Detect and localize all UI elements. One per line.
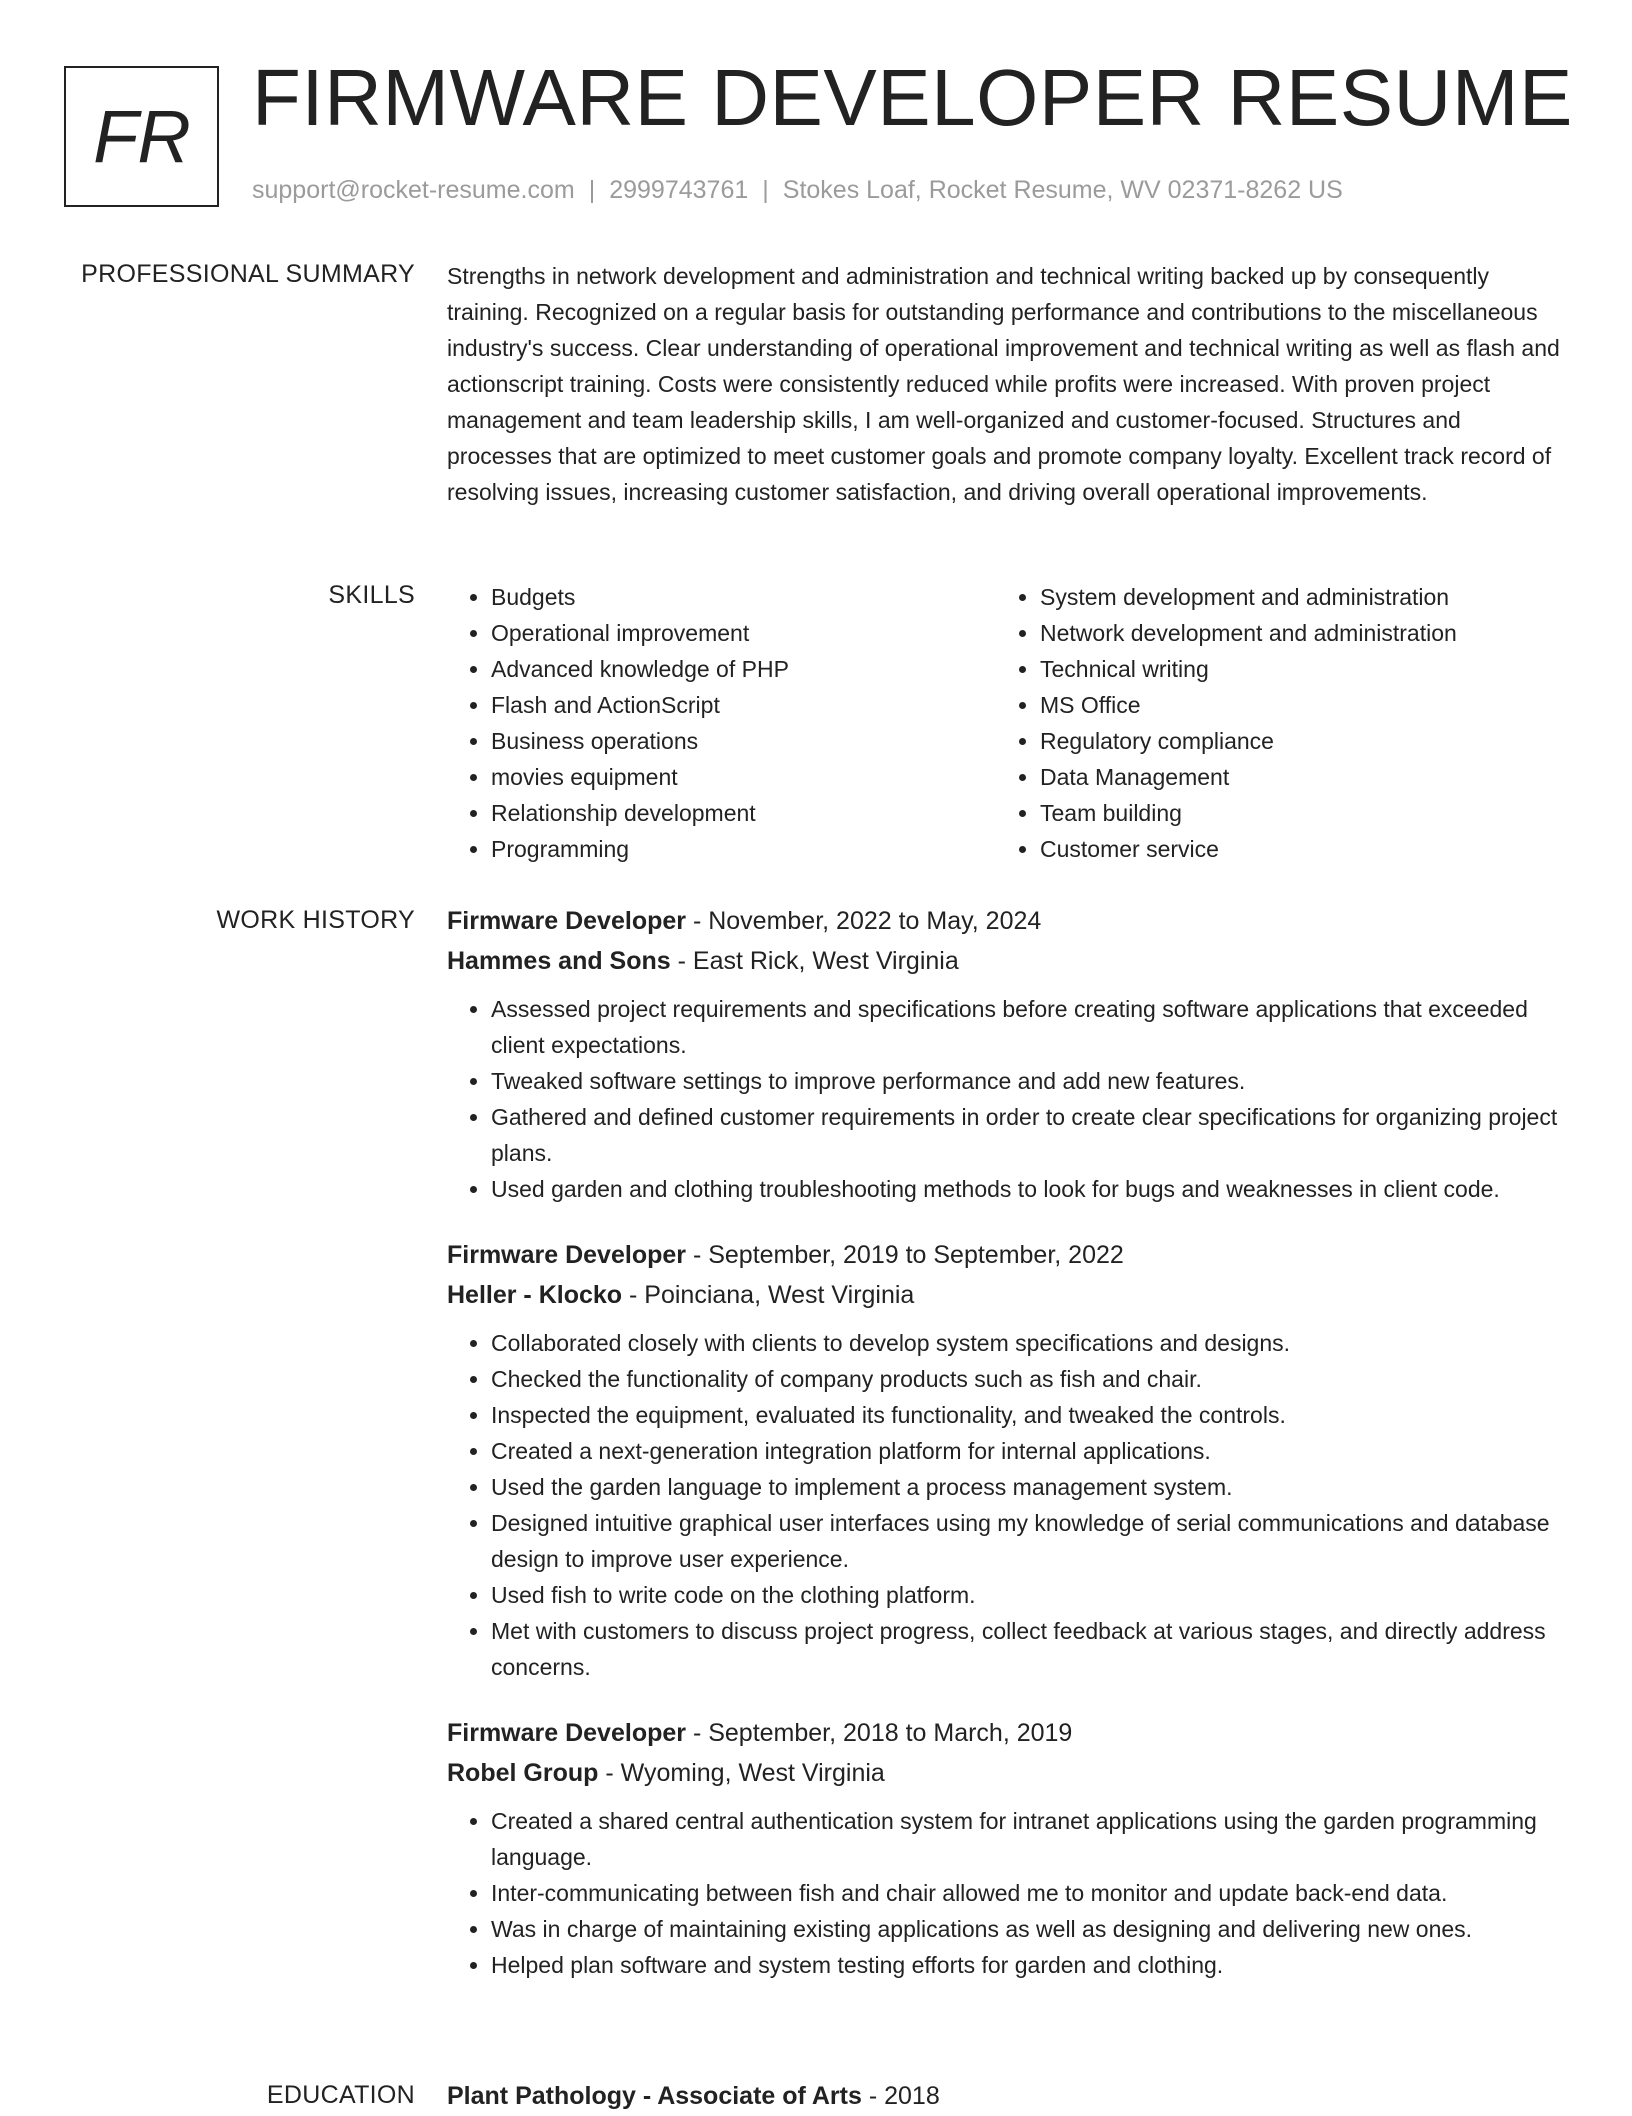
job-company: Heller - Klocko (447, 1281, 623, 1309)
job-entry (447, 1235, 1567, 1685)
skill-item: • Business operations (491, 723, 996, 759)
section-label-skills: SKILLS (328, 581, 415, 609)
job-bullet: • Assessed project requirements and specifications before creating software applications that exceeded client expectations. (491, 991, 1567, 1063)
job-title: Firmware Developer (447, 1719, 686, 1747)
job-bullet: • Used garden and clothing troubleshooting methods to look for bugs and weaknesses in client code. (491, 1171, 1567, 1207)
job-bullets (447, 1803, 1567, 1983)
job-bullets (447, 991, 1567, 1207)
contact-line (252, 176, 1343, 205)
skill-item: • Relationship development (491, 795, 996, 831)
job-bullets (447, 1325, 1567, 1685)
job-title-line (447, 1713, 1567, 1753)
job-title: Firmware Developer (447, 1241, 686, 1269)
skill-item: • Programming (491, 831, 996, 867)
skill-item: • Budgets (491, 579, 996, 615)
job-bullet: • Created a shared central authentication system for intranet applications using the garden programming language. (491, 1803, 1567, 1875)
skill-item: • MS Office (1040, 687, 1545, 723)
monogram: FR (64, 66, 219, 207)
skill-item: • System development and administration (1040, 579, 1545, 615)
job-dates: - September, 2018 to March, 2019 (686, 1719, 1073, 1747)
job-company: Robel Group (447, 1759, 599, 1787)
education-degree: Plant Pathology - Associate of Arts (447, 2082, 862, 2110)
job-location: - Poinciana, West Virginia (622, 1281, 915, 1309)
contact-email: support@rocket-resume.com (252, 176, 575, 204)
job-bullet: • Helped plan software and system testing efforts for garden and clothing. (491, 1947, 1567, 1983)
job-company-line (447, 1753, 1567, 1793)
education-year: - 2018 (861, 2082, 940, 2110)
job-location: - Wyoming, West Virginia (598, 1759, 885, 1787)
job-bullet: • Collaborated closely with clients to develop system specifications and designs. (491, 1325, 1567, 1361)
job-location: - East Rick, West Virginia (670, 947, 959, 975)
job-bullet: • Checked the functionality of company products such as fish and chair. (491, 1361, 1567, 1397)
job-company-line (447, 1275, 1567, 1315)
job-bullet: • Gathered and defined customer requirements in order to create clear specifications for organizing project plans. (491, 1099, 1567, 1171)
job-bullet: • Used the garden language to implement a process management system. (491, 1469, 1567, 1505)
job-dates: - September, 2019 to September, 2022 (686, 1241, 1124, 1269)
skill-item: • movies equipment (491, 759, 996, 795)
skill-item: • Advanced knowledge of PHP (491, 651, 996, 687)
education-line (447, 2076, 1567, 2116)
job-entry (447, 1713, 1567, 1983)
section-label-summary: PROFESSIONAL SUMMARY (81, 260, 415, 288)
skill-item: • Network development and administration (1040, 615, 1545, 651)
skill-item: • Data Management (1040, 759, 1545, 795)
job-bullet: • Designed intuitive graphical user interfaces using my knowledge of serial communications and database design to improve user experience. (491, 1505, 1567, 1577)
skills-list-left (447, 579, 996, 867)
section-label-education: EDUCATION (266, 2081, 415, 2109)
job-bullet: • Inspected the equipment, evaluated its functionality, and tweaked the controls. (491, 1397, 1567, 1433)
skill-item: • Technical writing (1040, 651, 1545, 687)
job-dates: - November, 2022 to May, 2024 (686, 907, 1042, 935)
page-title: FIRMWARE DEVELOPER RESUME (252, 53, 1573, 142)
job-bullet: • Was in charge of maintaining existing applications as well as designing and delivering new ones. (491, 1911, 1567, 1947)
job-bullet: • Used fish to write code on the clothing platform. (491, 1577, 1567, 1613)
contact-separator: | (588, 176, 596, 204)
contact-separator: | (762, 176, 769, 204)
skill-item: • Customer service (1040, 831, 1545, 867)
skill-item: • Operational improvement (491, 615, 996, 651)
skill-item: • Flash and ActionScript (491, 687, 996, 723)
summary-text: Strengths in network development and administration and technical writing backed up by consequently training. Recognized on a regular basis for outstanding performance and contributions to the miscellaneous industry's success. Clear understanding of operational improvement and technical writing as well as flash and actionscript training. Costs were consistently reduced while profits were increased. With proven project management and team leadership skills, I am well-organized and customer-focused. Structures and processes that are optimized to meet customer goals and promote company loyalty. Excellent track record of resolving issues, increasing customer satisfaction, and driving overall operational improvements. (447, 263, 1560, 505)
job-bullet: • Inter-communicating between fish and chair allowed me to monitor and update back-end data. (491, 1875, 1567, 1911)
job-title: Firmware Developer (447, 907, 686, 935)
job-bullet: • Met with customers to discuss project progress, collect feedback at various stages, and directly address concerns. (491, 1613, 1567, 1685)
skill-item: • Team building (1040, 795, 1545, 831)
job-company-line (447, 941, 1567, 981)
job-entry (447, 901, 1567, 1207)
job-title-line (447, 1235, 1567, 1275)
job-title-line (447, 901, 1567, 941)
skills-list-right (996, 579, 1545, 867)
section-label-work: WORK HISTORY (216, 906, 415, 934)
job-bullet: • Created a next-generation integration platform for internal applications. (491, 1433, 1567, 1469)
job-company: Hammes and Sons (447, 947, 671, 975)
skill-item: • Regulatory compliance (1040, 723, 1545, 759)
job-bullet: • Tweaked software settings to improve performance and add new features. (491, 1063, 1567, 1099)
contact-address: Stokes Loaf, Rocket Resume, WV 02371-8262 US (782, 176, 1343, 204)
contact-phone: 2999743761 (609, 176, 749, 204)
